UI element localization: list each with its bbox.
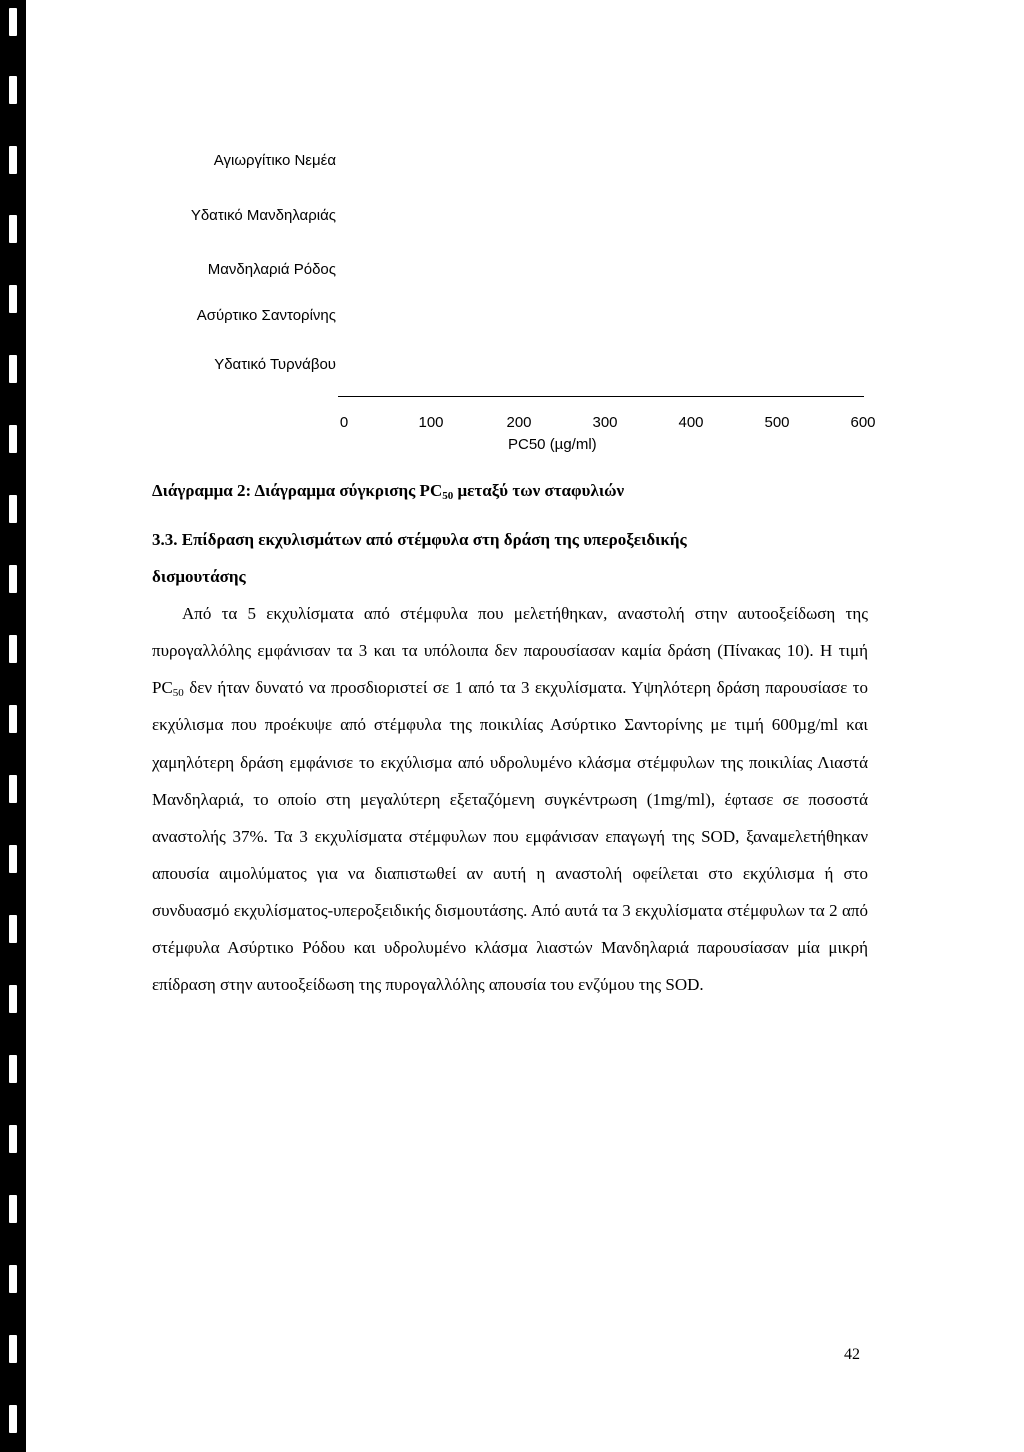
- chart-x-tick-label: 600: [850, 414, 876, 431]
- chart-x-tick-label: 400: [678, 414, 704, 431]
- chart-x-axis-label: PC50 (µg/ml): [508, 436, 597, 453]
- figure-caption: [152, 481, 624, 501]
- film-perforation: [9, 1405, 17, 1433]
- film-perforation: [9, 705, 17, 733]
- film-perforation: [9, 775, 17, 803]
- chart-x-tick-label: 500: [764, 414, 790, 431]
- page-number: 42: [844, 1346, 860, 1363]
- film-perforation: [9, 76, 17, 104]
- film-perforation: [9, 1195, 17, 1223]
- film-perforation: [9, 985, 17, 1013]
- film-perforation: [9, 215, 17, 243]
- caption-text-end: μεταξύ των σταφυλιών: [453, 481, 625, 500]
- chart-x-tick-label: 200: [506, 414, 532, 431]
- body-subscript: 50: [172, 687, 184, 700]
- film-perforation: [9, 355, 17, 383]
- chart-x-tick-label: 300: [592, 414, 618, 431]
- film-perforation: [9, 495, 17, 523]
- caption-subscript: 50: [442, 490, 454, 502]
- chart-x-tick-label: 0: [339, 414, 349, 431]
- film-perforation: [9, 845, 17, 873]
- film-perforation: [9, 1125, 17, 1153]
- film-perforation: [9, 285, 17, 313]
- caption-text: Διάγραμμα 2: Διάγραμμα σύγκρισης PC: [152, 481, 443, 500]
- chart-category-label: Αγιωργίτικο Νεμέα: [213, 152, 336, 169]
- chart-category-label: Μανδηλαριά Ρόδος: [207, 261, 336, 278]
- chart-category-label: Υδατικό Τυρνάβου: [214, 356, 336, 373]
- chart-category-label: Υδατικό Μανδηλαριάς: [190, 207, 336, 224]
- film-perforation: [9, 1055, 17, 1083]
- film-perforation: [9, 1335, 17, 1363]
- film-perforation: [9, 915, 17, 943]
- chart-category-label: Ασύρτικο Σαντορίνης: [196, 307, 336, 324]
- chart-x-axis: [338, 396, 864, 397]
- film-strip-edge: [0, 0, 26, 1452]
- section-heading-line2: δισμουτάσης: [152, 567, 246, 587]
- film-perforation: [9, 8, 17, 36]
- film-perforation: [9, 425, 17, 453]
- film-perforation: [9, 146, 17, 174]
- film-perforation: [9, 1265, 17, 1293]
- body-text-part1: Από τα 5 εκχυλίσματα από στέμφυλα που μελετήθηκαν, αναστολή στην αυτοοξείδωση της πυρογαλλόλης εμφάνισαν τα 3 και τα υπόλοιπα δεν παρουσίασαν καμία δράση (Πίνακας 10). Η τιμή PC: [152, 604, 868, 698]
- body-paragraph: [152, 595, 868, 1003]
- section-body: [152, 521, 868, 1003]
- section-heading-line1: 3.3. Επίδραση εκχυλισμάτων από στέμφυλα στη δράση της υπεροξειδικής: [152, 530, 687, 549]
- section-heading: [152, 521, 868, 595]
- film-perforation: [9, 565, 17, 593]
- film-perforation: [9, 635, 17, 663]
- chart-x-tick-label: 100: [418, 414, 444, 431]
- body-text-part2: δεν ήταν δυνατό να προσδιοριστεί σε 1 από τα 3 εκχυλίσματα. Υψηλότερη δράση παρουσίασε το εκχύλισμα που προέκυψε από στέμφυλα της ποικιλίας Ασύρτικο Σαντορίνης με τιμή 600µg/ml και χαμηλότερη δράση εμφάνισε το εκχύλισμα από υδρολυμένο κλάσμα στέμφυλων της ποικιλίας Λιαστά Μανδηλαριά, το οποίο στη μεγαλύτερη εξεταζόμενη συγκέντρωση (1mg/ml), έφτασε σε ποσοστά αναστολής 37%. Τα 3 εκχυλίσματα στέμφυλων που εμφάνισαν επαγωγή της SOD, ξαναμελετήθηκαν απουσία αιμολύματος για να διαπιστωθεί αν αυτή η αναστολή οφείλεται στο εκχύλισμα ή στο συνδυασμό εκχυλίσματος-υπεροξειδικής δισμουτάσης. Από αυτά τα 3 εκχυλίσματα στέμφυλων τα 2 από στέμφυλα Ασύρτικο Ρόδου και υδρολυμένο κλάσμα λιαστών Μανδηλαριά παρουσίασαν μία μικρή επίδραση στην αυτοοξείδωση της πυρογαλλόλης απουσία του ενζύμου της SOD.: [152, 678, 868, 995]
